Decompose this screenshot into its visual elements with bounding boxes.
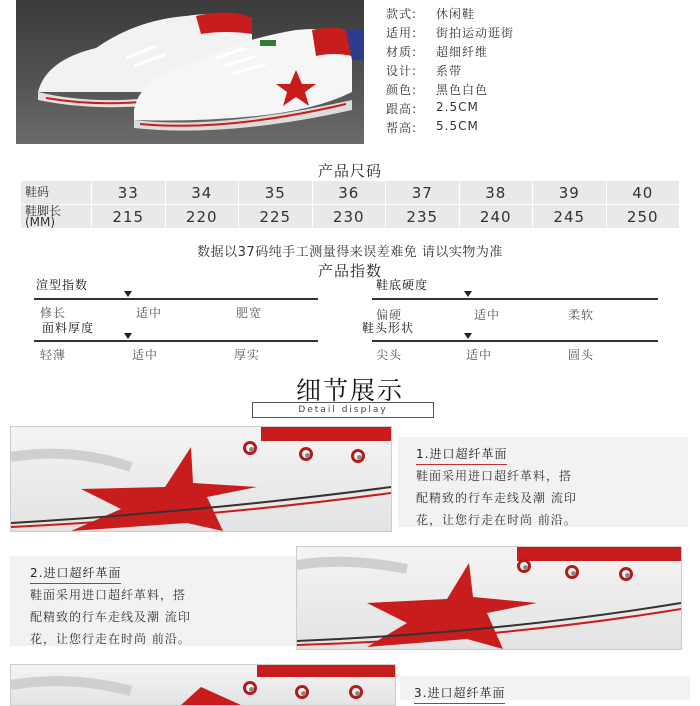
length-cell: 230 — [312, 205, 386, 229]
detail-text-panel-2 — [10, 556, 300, 646]
red-star-graphic — [297, 547, 681, 649]
index-option: 尖头 — [376, 348, 403, 362]
spec-label: 设计: — [386, 64, 418, 78]
eyelet-icon — [295, 685, 309, 699]
spec-value: 黑色白色 — [436, 83, 489, 97]
eyelet-icon — [517, 559, 531, 573]
detail-photo-2 — [296, 546, 682, 650]
spec-label: 颜色: — [386, 83, 418, 97]
size-row — [21, 181, 680, 205]
index-label: 面料厚度 — [42, 321, 95, 335]
index-option: 适中 — [474, 308, 501, 322]
spec-row — [386, 62, 686, 81]
spec-label: 帮高: — [386, 121, 418, 135]
red-star-graphic — [11, 665, 395, 705]
detail-text-line: 鞋面采用进口超纤革料，搭 — [30, 588, 187, 602]
size-cell: 37 — [386, 181, 460, 205]
eyelet-icon — [619, 567, 633, 581]
index-section-title: 产品指数 — [317, 262, 382, 280]
length-cell: 225 — [239, 205, 313, 229]
length-cell: 235 — [386, 205, 460, 229]
spec-row — [386, 24, 686, 43]
length-cell: 250 — [606, 205, 680, 229]
detail-heading: 1.进口超纤革面 — [416, 445, 507, 465]
length-header-line1: 鞋脚长 — [25, 203, 62, 218]
index-scale-line — [34, 298, 318, 300]
index-option: 修长 — [40, 306, 67, 320]
index-label: 渲型指数 — [36, 278, 89, 292]
index-option: 适中 — [132, 348, 159, 362]
size-cell: 38 — [459, 181, 533, 205]
spec-row — [386, 81, 686, 100]
detail-heading: 2.进口超纤革面 — [30, 564, 121, 584]
detail-text-panel-1 — [398, 437, 688, 527]
length-header-line2: (MM) — [25, 214, 56, 229]
size-cell: 40 — [606, 181, 680, 205]
size-table — [20, 180, 680, 229]
detail-text-line: 鞋面采用进口超纤革料，搭 — [416, 469, 573, 483]
index-option: 圆头 — [568, 348, 595, 362]
index-option: 柔软 — [568, 308, 595, 322]
index-option: 适中 — [136, 306, 163, 320]
spec-label: 款式: — [386, 7, 418, 21]
red-star-graphic — [11, 427, 391, 531]
spec-value: 2.5CM — [436, 100, 479, 114]
length-cell: 240 — [459, 205, 533, 229]
spec-label: 材质: — [386, 45, 418, 59]
size-row-header: 鞋码 — [21, 181, 92, 205]
index-scale-line — [372, 340, 658, 342]
size-cell: 35 — [239, 181, 313, 205]
index-label: 鞋底硬度 — [376, 278, 429, 292]
size-note: 数据以37码纯手工测量得来误差难免 请以实物为准 — [197, 245, 503, 260]
eyelet-icon — [349, 685, 363, 699]
index-option: 厚实 — [234, 348, 261, 362]
detail-heading: 3.进口超纤革面 — [414, 684, 505, 704]
detail-photo-1 — [10, 426, 392, 532]
size-cell: 39 — [533, 181, 607, 205]
index-marker-icon — [464, 291, 472, 297]
eyelet-icon — [565, 565, 579, 579]
spec-value: 5.5CM — [436, 119, 479, 133]
spec-row — [386, 5, 686, 24]
length-row — [21, 205, 680, 229]
spec-value: 系带 — [436, 64, 463, 78]
spec-row — [386, 43, 686, 62]
index-scale-line — [372, 298, 658, 300]
spec-row — [386, 119, 686, 138]
detail-section-title: 细节展示 — [295, 376, 404, 405]
detail-text-line: 花，让您行走在时尚 前沿。 — [30, 632, 191, 646]
spec-label: 跟高: — [386, 102, 418, 116]
shoe-illustration — [16, 0, 364, 144]
index-option: 适中 — [466, 348, 493, 362]
eyelet-icon — [243, 441, 257, 455]
size-cell: 34 — [165, 181, 239, 205]
spec-label: 适用: — [386, 26, 418, 40]
detail-text-line: 配精致的行车走线及潮 流印 — [30, 610, 191, 624]
spec-value: 街拍运动逛街 — [436, 26, 515, 40]
index-option: 轻薄 — [40, 348, 67, 362]
length-cell: 220 — [165, 205, 239, 229]
size-section-title: 产品尺码 — [317, 162, 382, 180]
eyelet-icon — [351, 449, 365, 463]
spec-value: 休闲鞋 — [436, 7, 476, 21]
index-scale-line — [34, 340, 318, 342]
size-cell: 36 — [312, 181, 386, 205]
length-cell: 245 — [533, 205, 607, 229]
spec-row — [386, 100, 686, 119]
detail-section-subtitle: Detail display — [252, 402, 434, 418]
index-marker-icon — [124, 333, 132, 339]
length-cell: 215 — [92, 205, 166, 229]
detail-text-line: 花，让您行走在时尚 前沿。 — [416, 513, 577, 527]
index-marker-icon — [124, 291, 132, 297]
eyelet-icon — [299, 447, 313, 461]
length-row-header — [21, 205, 92, 229]
size-cell: 33 — [92, 181, 166, 205]
detail-text-panel-3 — [400, 676, 690, 700]
shoe-product-photo — [16, 0, 364, 144]
spec-value: 超细纤维 — [436, 45, 489, 59]
spec-list — [386, 0, 686, 138]
eyelet-icon — [243, 681, 257, 695]
index-marker-icon — [464, 333, 472, 339]
detail-text-line: 配精致的行车走线及潮 流印 — [416, 491, 577, 505]
index-label: 鞋头形状 — [362, 321, 415, 335]
index-option: 肥宽 — [236, 306, 263, 320]
index-option: 偏硬 — [376, 308, 403, 322]
